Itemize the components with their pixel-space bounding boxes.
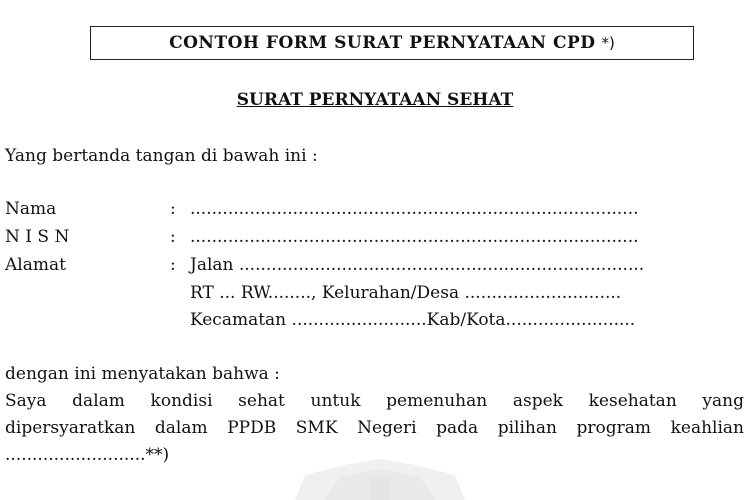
- nisn-colon: :: [170, 227, 176, 247]
- statement-lead: dengan ini menyatakan bahwa :: [5, 364, 280, 384]
- title-box: [90, 26, 694, 60]
- alamat-rt-rw-field: RT ... RW........, Kelurahan/Desa .............................: [190, 283, 622, 303]
- alamat-jalan-field: Jalan ...........................................................................: [190, 255, 645, 275]
- intro-text: Yang bertanda tangan di bawah ini :: [5, 146, 318, 166]
- statement-line-1: Saya dalam kondisi sehat untuk pemenuhan aspek kesehatan yang: [5, 391, 744, 411]
- nama-colon: :: [170, 199, 176, 219]
- alamat-label: Alamat: [5, 255, 66, 275]
- document-subtitle: SURAT PERNYATAAN SEHAT: [236, 90, 514, 110]
- form-title: CONTOH FORM SURAT PERNYATAAN CPD: [169, 33, 596, 53]
- form-title-suffix: *): [601, 34, 615, 52]
- watermark-emblem: [285, 455, 475, 500]
- nisn-label: N I S N: [5, 227, 70, 247]
- alamat-colon: :: [170, 255, 176, 275]
- nama-label: Nama: [5, 199, 57, 219]
- nisn-field: ...................................................................................: [190, 227, 639, 247]
- alamat-kecamatan-field: Kecamatan .........................Kab/Kota........................: [190, 310, 636, 330]
- statement-line-3: ..........................**): [5, 445, 170, 465]
- nama-field: ...................................................................................: [190, 199, 639, 219]
- statement-line-2: dipersyaratkan dalam PPDB SMK Negeri pada pilihan program keahlian: [5, 418, 744, 438]
